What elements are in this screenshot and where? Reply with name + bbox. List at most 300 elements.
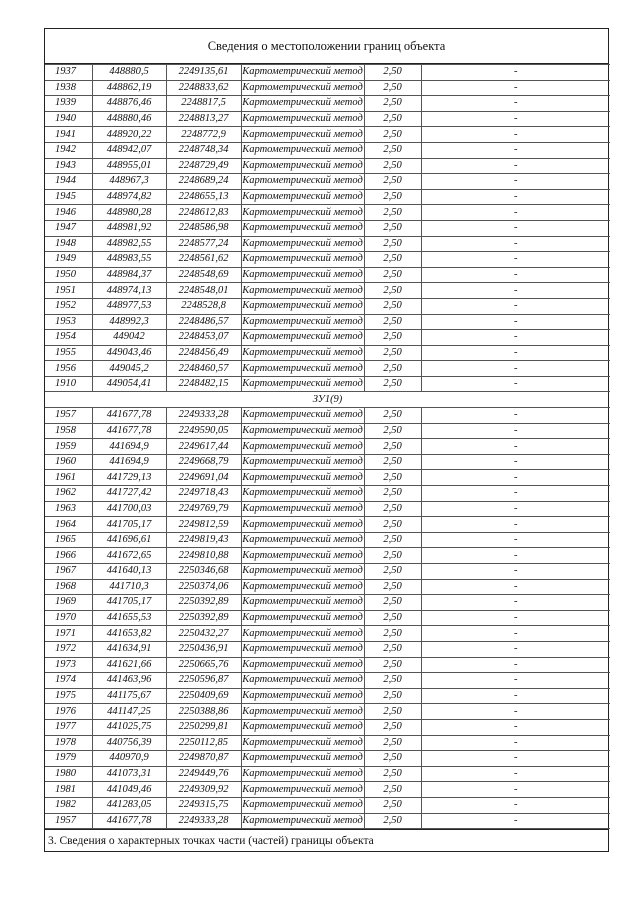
- group1-body: [45, 65, 610, 392]
- description: -: [421, 408, 610, 424]
- precision: 2,50: [364, 517, 421, 533]
- point-number: 1957: [45, 813, 92, 829]
- point-number: 1955: [45, 345, 92, 361]
- description: -: [421, 517, 610, 533]
- point-number: 1970: [45, 610, 92, 626]
- table-row: [45, 80, 610, 96]
- table-row: [45, 532, 610, 548]
- y-coordinate: 2248813,27: [166, 111, 241, 127]
- description: -: [421, 96, 610, 112]
- y-coordinate: 2248772,9: [166, 127, 241, 143]
- point-number: 1951: [45, 283, 92, 299]
- table-row: [45, 96, 610, 112]
- y-coordinate: 2250299,81: [166, 719, 241, 735]
- precision: 2,50: [364, 142, 421, 158]
- y-coordinate: 2249617,44: [166, 439, 241, 455]
- description: -: [421, 80, 610, 96]
- table-row: [45, 564, 610, 580]
- method: Картометрический метод: [241, 564, 364, 580]
- precision: 2,50: [364, 532, 421, 548]
- precision: 2,50: [364, 330, 421, 346]
- x-coordinate: 448967,3: [92, 174, 166, 190]
- point-number: 1975: [45, 688, 92, 704]
- x-coordinate: 448876,46: [92, 96, 166, 112]
- table-row: [45, 501, 610, 517]
- table-row: [45, 158, 610, 174]
- precision: 2,50: [364, 80, 421, 96]
- table-row: [45, 735, 610, 751]
- x-coordinate: 441727,42: [92, 486, 166, 502]
- x-coordinate: 441634,91: [92, 641, 166, 657]
- table-row: [45, 298, 610, 314]
- method: Картометрический метод: [241, 96, 364, 112]
- y-coordinate: 2250665,76: [166, 657, 241, 673]
- y-coordinate: 2248482,15: [166, 376, 241, 392]
- method: Картометрический метод: [241, 610, 364, 626]
- table-row: [45, 704, 610, 720]
- method: Картометрический метод: [241, 548, 364, 564]
- x-coordinate: 441694,9: [92, 439, 166, 455]
- precision: 2,50: [364, 423, 421, 439]
- x-coordinate: 441283,05: [92, 797, 166, 813]
- x-coordinate: 441463,96: [92, 673, 166, 689]
- y-coordinate: 2249668,79: [166, 454, 241, 470]
- precision: 2,50: [364, 345, 421, 361]
- section-row: [45, 392, 610, 408]
- x-coordinate: 448862,19: [92, 80, 166, 96]
- y-coordinate: 2249691,04: [166, 470, 241, 486]
- table-row: [45, 782, 610, 798]
- table-row: [45, 111, 610, 127]
- point-number: 1966: [45, 548, 92, 564]
- point-number: 1940: [45, 111, 92, 127]
- method: Картометрический метод: [241, 626, 364, 642]
- table-row: [45, 376, 610, 392]
- description: -: [421, 564, 610, 580]
- section-row-body: [45, 392, 610, 408]
- point-number: 1944: [45, 174, 92, 190]
- precision: 2,50: [364, 486, 421, 502]
- x-coordinate: 441677,78: [92, 813, 166, 829]
- x-coordinate: 441710,3: [92, 579, 166, 595]
- description: -: [421, 579, 610, 595]
- point-number: 1959: [45, 439, 92, 455]
- table-row: [45, 283, 610, 299]
- point-number: 1977: [45, 719, 92, 735]
- precision: 2,50: [364, 283, 421, 299]
- precision: 2,50: [364, 595, 421, 611]
- y-coordinate: 2248548,69: [166, 267, 241, 283]
- y-coordinate: 2249810,88: [166, 548, 241, 564]
- precision: 2,50: [364, 470, 421, 486]
- precision: 2,50: [364, 298, 421, 314]
- method: Картометрический метод: [241, 579, 364, 595]
- table-row: [45, 345, 610, 361]
- table-row: [45, 486, 610, 502]
- point-number: 1982: [45, 797, 92, 813]
- point-number: 1942: [45, 142, 92, 158]
- y-coordinate: 2249309,92: [166, 782, 241, 798]
- precision: 2,50: [364, 267, 421, 283]
- precision: 2,50: [364, 376, 421, 392]
- description: -: [421, 610, 610, 626]
- precision: 2,50: [364, 189, 421, 205]
- description: -: [421, 65, 610, 81]
- y-coordinate: 2248460,57: [166, 361, 241, 377]
- point-number: 1910: [45, 376, 92, 392]
- description: -: [421, 376, 610, 392]
- point-number: 1937: [45, 65, 92, 81]
- y-coordinate: 2248486,57: [166, 314, 241, 330]
- description: -: [421, 719, 610, 735]
- method: Картометрический метод: [241, 252, 364, 268]
- point-number: 1969: [45, 595, 92, 611]
- y-coordinate: 2250596,87: [166, 673, 241, 689]
- x-coordinate: 448980,28: [92, 205, 166, 221]
- y-coordinate: 2248729,49: [166, 158, 241, 174]
- description: -: [421, 548, 610, 564]
- precision: 2,50: [364, 158, 421, 174]
- table-row: [45, 688, 610, 704]
- table-row: [45, 361, 610, 377]
- y-coordinate: 2249315,75: [166, 797, 241, 813]
- point-number: 1943: [45, 158, 92, 174]
- point-number: 1941: [45, 127, 92, 143]
- description: -: [421, 314, 610, 330]
- point-number: 1953: [45, 314, 92, 330]
- y-coordinate: 2248528,8: [166, 298, 241, 314]
- description: -: [421, 111, 610, 127]
- table-row: [45, 267, 610, 283]
- precision: 2,50: [364, 610, 421, 626]
- description: -: [421, 236, 610, 252]
- description: -: [421, 532, 610, 548]
- description: -: [421, 252, 610, 268]
- description: -: [421, 127, 610, 143]
- y-coordinate: 2248456,49: [166, 345, 241, 361]
- method: Картометрический метод: [241, 205, 364, 221]
- method: Картометрический метод: [241, 111, 364, 127]
- x-coordinate: 441073,31: [92, 766, 166, 782]
- y-coordinate: 2250112,85: [166, 735, 241, 751]
- point-number: 1956: [45, 361, 92, 377]
- description: -: [421, 174, 610, 190]
- y-coordinate: 2250432,27: [166, 626, 241, 642]
- x-coordinate: 441700,03: [92, 501, 166, 517]
- description: -: [421, 813, 610, 829]
- y-coordinate: 2249449,76: [166, 766, 241, 782]
- table-row: [45, 579, 610, 595]
- x-coordinate: 441694,9: [92, 454, 166, 470]
- section-label: ЗУ1(9): [45, 392, 610, 408]
- x-coordinate: 441049,46: [92, 782, 166, 798]
- description: -: [421, 189, 610, 205]
- x-coordinate: 448983,55: [92, 252, 166, 268]
- point-number: 1980: [45, 766, 92, 782]
- x-coordinate: 441677,78: [92, 408, 166, 424]
- description: -: [421, 439, 610, 455]
- x-coordinate: 448880,46: [92, 111, 166, 127]
- table-row: [45, 766, 610, 782]
- description: -: [421, 330, 610, 346]
- table-row: [45, 330, 610, 346]
- method: Картометрический метод: [241, 65, 364, 81]
- precision: 2,50: [364, 314, 421, 330]
- point-number: 1979: [45, 751, 92, 767]
- x-coordinate: 448992,3: [92, 314, 166, 330]
- x-coordinate: 449045,2: [92, 361, 166, 377]
- y-coordinate: 2248689,24: [166, 174, 241, 190]
- x-coordinate: 441653,82: [92, 626, 166, 642]
- method: Картометрический метод: [241, 142, 364, 158]
- precision: 2,50: [364, 751, 421, 767]
- x-coordinate: 441705,17: [92, 517, 166, 533]
- y-coordinate: 2250392,89: [166, 610, 241, 626]
- precision: 2,50: [364, 626, 421, 642]
- method: Картометрический метод: [241, 345, 364, 361]
- y-coordinate: 2249769,79: [166, 501, 241, 517]
- table-row: [45, 595, 610, 611]
- description: -: [421, 205, 610, 221]
- method: Картометрический метод: [241, 158, 364, 174]
- description: -: [421, 673, 610, 689]
- table-row: [45, 220, 610, 236]
- table-row: [45, 657, 610, 673]
- point-number: 1949: [45, 252, 92, 268]
- precision: 2,50: [364, 735, 421, 751]
- y-coordinate: 2249870,87: [166, 751, 241, 767]
- point-number: 1972: [45, 641, 92, 657]
- description: -: [421, 423, 610, 439]
- precision: 2,50: [364, 408, 421, 424]
- x-coordinate: 448977,53: [92, 298, 166, 314]
- description: -: [421, 267, 610, 283]
- y-coordinate: 2249819,43: [166, 532, 241, 548]
- x-coordinate: 448942,07: [92, 142, 166, 158]
- precision: 2,50: [364, 220, 421, 236]
- method: Картометрический метод: [241, 501, 364, 517]
- description: -: [421, 782, 610, 798]
- method: Картометрический метод: [241, 423, 364, 439]
- point-number: 1960: [45, 454, 92, 470]
- table-row: [45, 189, 610, 205]
- table-row: [45, 127, 610, 143]
- point-number: 1978: [45, 735, 92, 751]
- point-number: 1954: [45, 330, 92, 346]
- method: Картометрический метод: [241, 641, 364, 657]
- precision: 2,50: [364, 641, 421, 657]
- method: Картометрический метод: [241, 283, 364, 299]
- point-number: 1974: [45, 673, 92, 689]
- point-number: 1938: [45, 80, 92, 96]
- method: Картометрический метод: [241, 735, 364, 751]
- x-coordinate: 449043,46: [92, 345, 166, 361]
- precision: 2,50: [364, 439, 421, 455]
- point-number: 1967: [45, 564, 92, 580]
- description: -: [421, 735, 610, 751]
- y-coordinate: 2248612,83: [166, 205, 241, 221]
- table-row: [45, 548, 610, 564]
- x-coordinate: 448984,37: [92, 267, 166, 283]
- point-number: 1963: [45, 501, 92, 517]
- precision: 2,50: [364, 111, 421, 127]
- y-coordinate: 2248548,01: [166, 283, 241, 299]
- table-row: [45, 439, 610, 455]
- precision: 2,50: [364, 766, 421, 782]
- precision: 2,50: [364, 564, 421, 580]
- x-coordinate: 441640,13: [92, 564, 166, 580]
- table-row: [45, 813, 610, 829]
- method: Картометрический метод: [241, 220, 364, 236]
- table-row: [45, 470, 610, 486]
- precision: 2,50: [364, 813, 421, 829]
- point-number: 1957: [45, 408, 92, 424]
- method: Картометрический метод: [241, 486, 364, 502]
- point-number: 1947: [45, 220, 92, 236]
- y-coordinate: 2249135,61: [166, 65, 241, 81]
- description: -: [421, 158, 610, 174]
- y-coordinate: 2249812,59: [166, 517, 241, 533]
- x-coordinate: 449054,41: [92, 376, 166, 392]
- method: Картометрический метод: [241, 236, 364, 252]
- y-coordinate: 2248833,62: [166, 80, 241, 96]
- table-row: [45, 314, 610, 330]
- y-coordinate: 2249590,05: [166, 423, 241, 439]
- description: -: [421, 470, 610, 486]
- point-number: 1973: [45, 657, 92, 673]
- x-coordinate: 441696,61: [92, 532, 166, 548]
- description: -: [421, 751, 610, 767]
- point-number: 1962: [45, 486, 92, 502]
- y-coordinate: 2248655,13: [166, 189, 241, 205]
- method: Картометрический метод: [241, 719, 364, 735]
- table-title: Сведения о местоположении границ объекта: [45, 29, 608, 64]
- table-row: [45, 610, 610, 626]
- table-row: [45, 641, 610, 657]
- method: Картометрический метод: [241, 439, 364, 455]
- method: Картометрический метод: [241, 657, 364, 673]
- x-coordinate: 441025,75: [92, 719, 166, 735]
- x-coordinate: 440970,9: [92, 751, 166, 767]
- y-coordinate: 2248748,34: [166, 142, 241, 158]
- x-coordinate: 441655,53: [92, 610, 166, 626]
- y-coordinate: 2250374,06: [166, 579, 241, 595]
- method: Картометрический метод: [241, 314, 364, 330]
- x-coordinate: 448981,92: [92, 220, 166, 236]
- group2-body: [45, 408, 610, 829]
- method: Картометрический метод: [241, 361, 364, 377]
- description: -: [421, 283, 610, 299]
- x-coordinate: 448955,01: [92, 158, 166, 174]
- point-number: 1950: [45, 267, 92, 283]
- table-row: [45, 236, 610, 252]
- description: -: [421, 657, 610, 673]
- point-number: 1965: [45, 532, 92, 548]
- table-row: [45, 174, 610, 190]
- table-row: [45, 517, 610, 533]
- table-row: [45, 423, 610, 439]
- precision: 2,50: [364, 205, 421, 221]
- x-coordinate: 441729,13: [92, 470, 166, 486]
- precision: 2,50: [364, 65, 421, 81]
- table-row: [45, 751, 610, 767]
- point-number: 1946: [45, 205, 92, 221]
- point-number: 1945: [45, 189, 92, 205]
- precision: 2,50: [364, 361, 421, 377]
- method: Картометрический метод: [241, 189, 364, 205]
- method: Картометрический метод: [241, 766, 364, 782]
- x-coordinate: 441705,17: [92, 595, 166, 611]
- coordinates-table: [45, 64, 610, 829]
- description: -: [421, 361, 610, 377]
- precision: 2,50: [364, 579, 421, 595]
- y-coordinate: 2249333,28: [166, 813, 241, 829]
- method: Картометрический метод: [241, 470, 364, 486]
- table-row: [45, 65, 610, 81]
- y-coordinate: 2250392,89: [166, 595, 241, 611]
- x-coordinate: 448982,55: [92, 236, 166, 252]
- table-row: [45, 408, 610, 424]
- table-row: [45, 252, 610, 268]
- method: Картометрический метод: [241, 813, 364, 829]
- description: -: [421, 345, 610, 361]
- method: Картометрический метод: [241, 127, 364, 143]
- precision: 2,50: [364, 688, 421, 704]
- x-coordinate: 448920,22: [92, 127, 166, 143]
- y-coordinate: 2248586,98: [166, 220, 241, 236]
- description: -: [421, 626, 610, 642]
- point-number: 1964: [45, 517, 92, 533]
- description: -: [421, 641, 610, 657]
- y-coordinate: 2248577,24: [166, 236, 241, 252]
- precision: 2,50: [364, 252, 421, 268]
- precision: 2,50: [364, 236, 421, 252]
- x-coordinate: 449042: [92, 330, 166, 346]
- y-coordinate: 2248561,62: [166, 252, 241, 268]
- precision: 2,50: [364, 719, 421, 735]
- method: Картометрический метод: [241, 797, 364, 813]
- x-coordinate: 441175,67: [92, 688, 166, 704]
- point-number: 1958: [45, 423, 92, 439]
- description: -: [421, 298, 610, 314]
- point-number: 1939: [45, 96, 92, 112]
- x-coordinate: 448974,13: [92, 283, 166, 299]
- description: -: [421, 142, 610, 158]
- point-number: 1948: [45, 236, 92, 252]
- method: Картометрический метод: [241, 80, 364, 96]
- x-coordinate: 441672,65: [92, 548, 166, 564]
- point-number: 1976: [45, 704, 92, 720]
- x-coordinate: 448974,82: [92, 189, 166, 205]
- method: Картометрический метод: [241, 673, 364, 689]
- table-row: [45, 626, 610, 642]
- method: Картометрический метод: [241, 704, 364, 720]
- description: -: [421, 220, 610, 236]
- method: Картометрический метод: [241, 408, 364, 424]
- description: -: [421, 454, 610, 470]
- method: Картометрический метод: [241, 174, 364, 190]
- method: Картометрический метод: [241, 454, 364, 470]
- method: Картометрический метод: [241, 376, 364, 392]
- table-row: [45, 454, 610, 470]
- description: -: [421, 704, 610, 720]
- method: Картометрический метод: [241, 688, 364, 704]
- precision: 2,50: [364, 174, 421, 190]
- section-3-heading: 3. Сведения о характерных точках части (частей) границы объекта: [45, 829, 608, 851]
- y-coordinate: 2248453,07: [166, 330, 241, 346]
- table-row: [45, 142, 610, 158]
- precision: 2,50: [364, 548, 421, 564]
